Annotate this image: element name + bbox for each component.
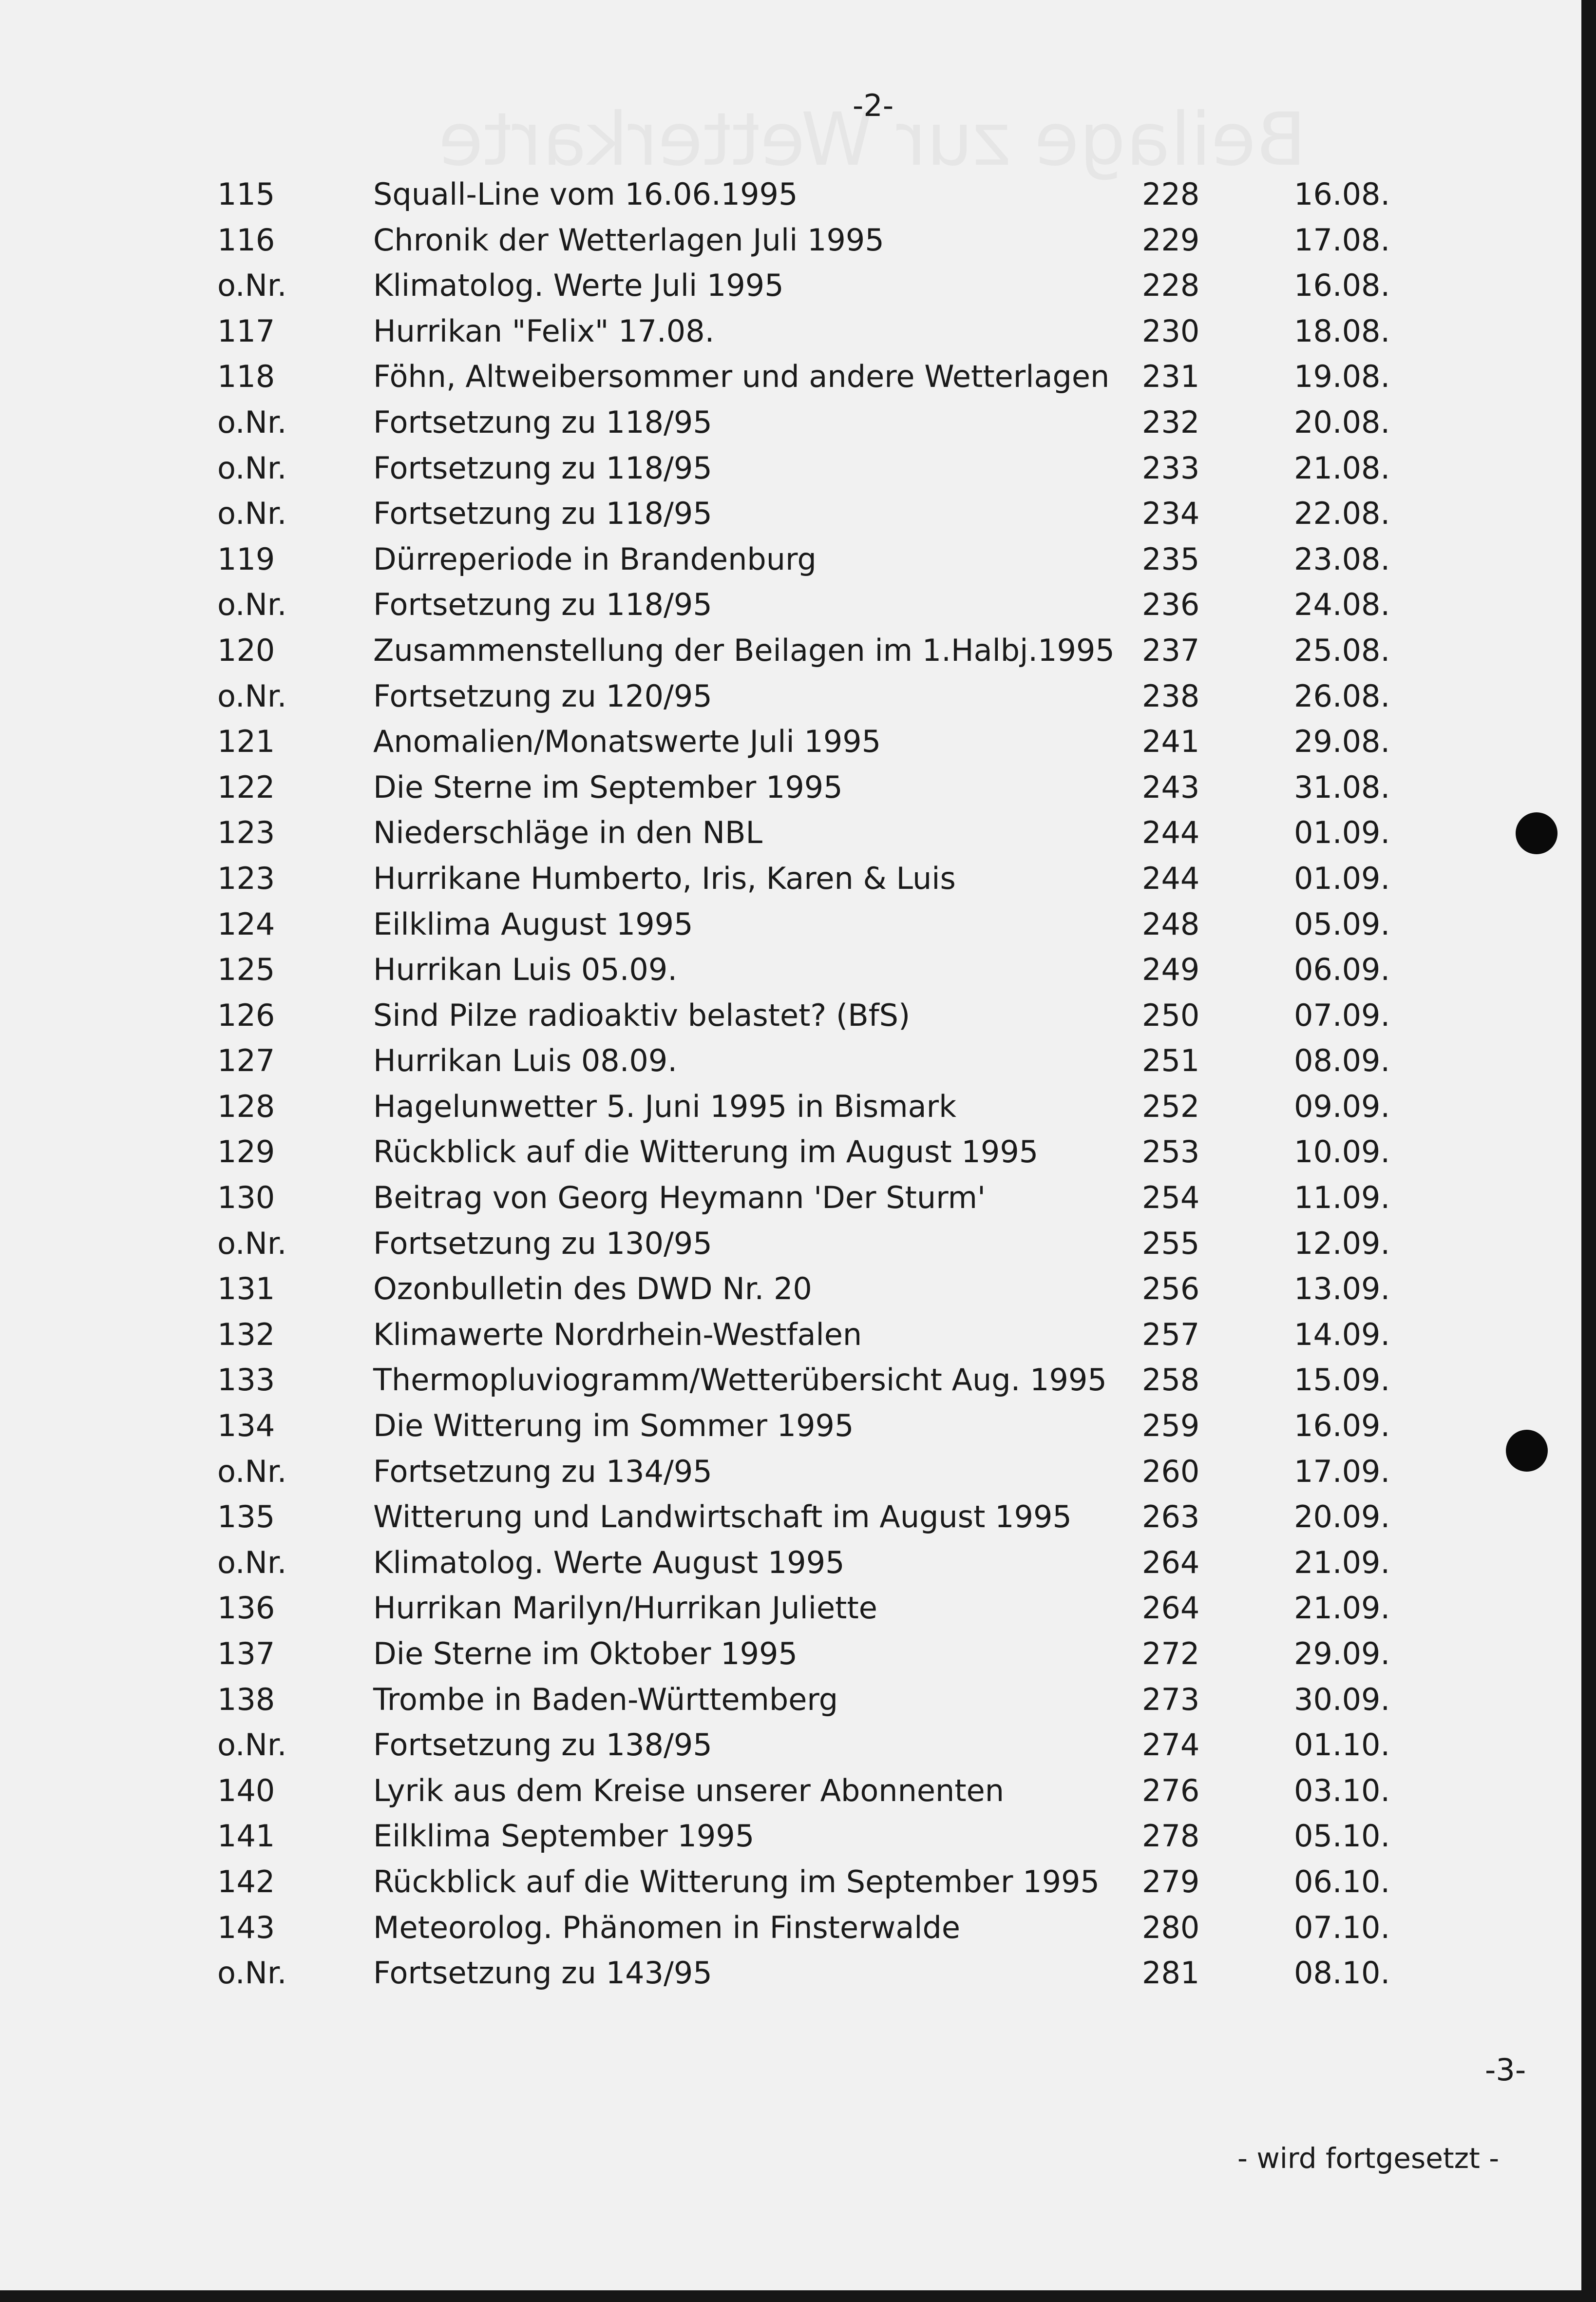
- entry-title: Sind Pilze radioaktiv belastet? (BfS): [373, 997, 911, 1033]
- entry-title: Eilklima September 1995: [373, 1818, 755, 1854]
- entry-number: 126: [217, 997, 275, 1033]
- entry-page: 231: [1142, 359, 1200, 395]
- entry-title: Die Sterne im September 1995: [373, 769, 843, 805]
- entry-title: Fortsetzung zu 120/95: [373, 678, 712, 714]
- entry-title: Fortsetzung zu 118/95: [373, 404, 712, 440]
- list-row: [0, 810, 1581, 856]
- entry-number: 128: [217, 1088, 275, 1124]
- entry-date: 19.08.: [1294, 359, 1390, 395]
- entry-date: 15.09.: [1294, 1362, 1390, 1398]
- entry-title: Lyrik aus dem Kreise unserer Abonnenten: [373, 1772, 1005, 1808]
- list-row: [0, 1585, 1581, 1631]
- entry-date: 21.09.: [1294, 1544, 1390, 1580]
- list-row: [0, 1950, 1581, 1996]
- list-row: [0, 1813, 1581, 1859]
- entry-title: Witterung und Landwirtschaft im August 1995: [373, 1499, 1072, 1535]
- entry-date: 26.08.: [1294, 678, 1390, 714]
- entry-number: o.Nr.: [217, 268, 287, 304]
- entry-title: Hurrikan Luis 08.09.: [373, 1043, 678, 1079]
- entry-number: 133: [217, 1362, 275, 1398]
- entry-date: 29.09.: [1294, 1636, 1390, 1671]
- entry-title: Dürreperiode in Brandenburg: [373, 541, 817, 577]
- entry-page: 274: [1142, 1727, 1200, 1763]
- entry-number: 118: [217, 359, 275, 395]
- list-row: [0, 1859, 1581, 1905]
- continued-note: - wird fortgesetzt -: [1237, 2142, 1500, 2175]
- entry-number: 129: [217, 1134, 275, 1170]
- entry-page: 243: [1142, 769, 1200, 805]
- entry-date: 05.09.: [1294, 906, 1390, 942]
- entry-date: 03.10.: [1294, 1772, 1390, 1808]
- entry-date: 10.09.: [1294, 1134, 1390, 1170]
- entry-title: Trombe in Baden-Württemberg: [373, 1681, 838, 1717]
- list-row: [0, 902, 1581, 947]
- entry-date: 13.09.: [1294, 1271, 1390, 1307]
- entry-page: 241: [1142, 724, 1200, 760]
- entry-number: 122: [217, 769, 275, 805]
- entry-page: 260: [1142, 1453, 1200, 1489]
- entry-title: Rückblick auf die Witterung im August 1995: [373, 1134, 1039, 1170]
- entry-number: 131: [217, 1271, 275, 1307]
- entry-number: o.Nr.: [217, 587, 287, 623]
- entry-title: Klimatolog. Werte August 1995: [373, 1544, 845, 1580]
- list-row: [0, 1722, 1581, 1768]
- list-row: [0, 263, 1581, 308]
- entry-title: Niederschläge in den NBL: [373, 815, 763, 851]
- entry-page: 236: [1142, 587, 1200, 623]
- entry-title: Fortsetzung zu 134/95: [373, 1453, 712, 1489]
- list-row: [0, 1357, 1581, 1403]
- entry-date: 22.08.: [1294, 496, 1390, 532]
- list-row: [0, 400, 1581, 445]
- entry-date: 24.08.: [1294, 587, 1390, 623]
- entry-number: o.Nr.: [217, 678, 287, 714]
- list-row: [0, 354, 1581, 400]
- entry-number: 141: [217, 1818, 275, 1854]
- entry-number: 125: [217, 952, 275, 988]
- entry-number: 117: [217, 313, 275, 349]
- entry-number: 127: [217, 1043, 275, 1079]
- entry-number: 135: [217, 1499, 275, 1535]
- entry-title: Die Sterne im Oktober 1995: [373, 1636, 798, 1671]
- entry-date: 01.10.: [1294, 1727, 1390, 1763]
- entry-title: Hurrikan Luis 05.09.: [373, 952, 678, 988]
- list-row: [0, 1221, 1581, 1266]
- entry-date: 11.09.: [1294, 1180, 1390, 1216]
- entry-number: o.Nr.: [217, 1544, 287, 1580]
- entry-date: 30.09.: [1294, 1681, 1390, 1717]
- entry-page: 228: [1142, 176, 1200, 212]
- entry-page: 278: [1142, 1818, 1200, 1854]
- list-row: [0, 856, 1581, 902]
- entry-page: 232: [1142, 404, 1200, 440]
- entry-page: 228: [1142, 268, 1200, 304]
- entry-number: 115: [217, 176, 275, 212]
- entry-number: o.Nr.: [217, 450, 287, 486]
- entry-page: 230: [1142, 313, 1200, 349]
- list-row: [0, 1677, 1581, 1723]
- entry-title: Fortsetzung zu 118/95: [373, 587, 712, 623]
- list-row: [0, 308, 1581, 354]
- list-row: [0, 1905, 1581, 1951]
- entry-number: 137: [217, 1636, 275, 1671]
- entry-page: 279: [1142, 1863, 1200, 1899]
- list-row: [0, 1494, 1581, 1540]
- entry-title: Klimawerte Nordrhein-Westfalen: [373, 1316, 862, 1352]
- entry-number: 136: [217, 1590, 275, 1626]
- entry-date: 12.09.: [1294, 1225, 1390, 1261]
- list-row: [0, 1449, 1581, 1495]
- entry-page: 244: [1142, 860, 1200, 896]
- next-page-number: -3-: [1485, 2052, 1526, 2088]
- entry-title: Beitrag von Georg Heymann 'Der Sturm': [373, 1180, 986, 1216]
- entry-title: Hurrikan "Felix" 17.08.: [373, 313, 715, 349]
- entry-date: 01.09.: [1294, 860, 1390, 896]
- entry-title: Fortsetzung zu 118/95: [373, 450, 712, 486]
- entry-page: 229: [1142, 222, 1200, 258]
- entry-title: Föhn, Altweibersommer und andere Wetterlagen: [373, 359, 1110, 395]
- list-row: [0, 1175, 1581, 1221]
- entry-number: 132: [217, 1316, 275, 1352]
- entry-page: 264: [1142, 1544, 1200, 1580]
- list-row: [0, 537, 1581, 582]
- list-row: [0, 673, 1581, 719]
- list-row: [0, 491, 1581, 537]
- entry-number: 121: [217, 724, 275, 760]
- entry-page: 254: [1142, 1180, 1200, 1216]
- entry-date: 18.08.: [1294, 313, 1390, 349]
- entry-title: Fortsetzung zu 118/95: [373, 496, 712, 532]
- list-row: [0, 582, 1581, 628]
- entry-page: 249: [1142, 952, 1200, 988]
- entry-number: 138: [217, 1681, 275, 1717]
- entry-number: 142: [217, 1863, 275, 1899]
- entry-number: o.Nr.: [217, 1727, 287, 1763]
- entry-date: 29.08.: [1294, 724, 1390, 760]
- entry-date: 08.10.: [1294, 1955, 1390, 1991]
- entry-number: 123: [217, 860, 275, 896]
- entry-page: 272: [1142, 1636, 1200, 1671]
- list-row: [0, 993, 1581, 1038]
- entry-date: 09.09.: [1294, 1088, 1390, 1124]
- entry-page: 276: [1142, 1772, 1200, 1808]
- list-row: [0, 1266, 1581, 1312]
- page-number: -2-: [853, 88, 894, 123]
- list-row: [0, 1084, 1581, 1130]
- entry-number: 116: [217, 222, 275, 258]
- entry-number: 119: [217, 541, 275, 577]
- entry-page: 250: [1142, 997, 1200, 1033]
- entry-date: 06.09.: [1294, 952, 1390, 988]
- entry-title: Die Witterung im Sommer 1995: [373, 1408, 854, 1444]
- list-row: [0, 1038, 1581, 1084]
- entry-date: 07.10.: [1294, 1909, 1390, 1945]
- entry-date: 16.09.: [1294, 1408, 1390, 1444]
- list-row: [0, 445, 1581, 491]
- entry-date: 06.10.: [1294, 1863, 1390, 1899]
- entry-number: 134: [217, 1408, 275, 1444]
- entry-date: 21.08.: [1294, 450, 1390, 486]
- entry-number: o.Nr.: [217, 404, 287, 440]
- entry-page: 280: [1142, 1909, 1200, 1945]
- entry-title: Klimatolog. Werte Juli 1995: [373, 268, 784, 304]
- supplement-list: [0, 172, 1581, 1996]
- entry-page: 253: [1142, 1134, 1200, 1170]
- entry-page: 258: [1142, 1362, 1200, 1398]
- entry-date: 16.08.: [1294, 176, 1390, 212]
- list-row: [0, 719, 1581, 765]
- list-row: [0, 1129, 1581, 1175]
- entry-page: 252: [1142, 1088, 1200, 1124]
- entry-date: 21.09.: [1294, 1590, 1390, 1626]
- entry-title: Ozonbulletin des DWD Nr. 20: [373, 1271, 812, 1307]
- entry-title: Hagelunwetter 5. Juni 1995 in Bismark: [373, 1088, 956, 1124]
- entry-page: 257: [1142, 1316, 1200, 1352]
- entry-title: Rückblick auf die Witterung im September 1995: [373, 1863, 1100, 1899]
- entry-number: 140: [217, 1772, 275, 1808]
- entry-title: Anomalien/Monatswerte Juli 1995: [373, 724, 881, 760]
- list-row: [0, 765, 1581, 810]
- entry-number: 130: [217, 1180, 275, 1216]
- entry-page: 263: [1142, 1499, 1200, 1535]
- entry-date: 23.08.: [1294, 541, 1390, 577]
- entry-page: 251: [1142, 1043, 1200, 1079]
- entry-title: Fortsetzung zu 130/95: [373, 1225, 712, 1261]
- entry-page: 237: [1142, 632, 1200, 668]
- entry-date: 17.09.: [1294, 1453, 1390, 1489]
- entry-number: 124: [217, 906, 275, 942]
- entry-number: o.Nr.: [217, 1453, 287, 1489]
- entry-date: 07.09.: [1294, 997, 1390, 1033]
- entry-title: Hurrikane Humberto, Iris, Karen & Luis: [373, 860, 956, 896]
- entry-date: 17.08.: [1294, 222, 1390, 258]
- entry-title: Chronik der Wetterlagen Juli 1995: [373, 222, 884, 258]
- entry-page: 235: [1142, 541, 1200, 577]
- entry-page: 273: [1142, 1681, 1200, 1717]
- entry-title: Hurrikan Marilyn/Hurrikan Juliette: [373, 1590, 877, 1626]
- entry-page: 238: [1142, 678, 1200, 714]
- entry-date: 20.08.: [1294, 404, 1390, 440]
- entry-page: 233: [1142, 450, 1200, 486]
- entry-title: Meteorolog. Phänomen in Finsterwalde: [373, 1909, 961, 1945]
- entry-number: 143: [217, 1909, 275, 1945]
- entry-title: Fortsetzung zu 138/95: [373, 1727, 712, 1763]
- entry-title: Thermopluviogramm/Wetterübersicht Aug. 1995: [373, 1362, 1107, 1398]
- entry-page: 281: [1142, 1955, 1200, 1991]
- punch-hole: [1516, 812, 1558, 854]
- entry-page: 244: [1142, 815, 1200, 851]
- list-row: [0, 628, 1581, 673]
- entry-title: Eilklima August 1995: [373, 906, 693, 942]
- list-row: [0, 1540, 1581, 1586]
- list-row: [0, 1312, 1581, 1358]
- list-row: [0, 1403, 1581, 1449]
- entry-date: 25.08.: [1294, 632, 1390, 668]
- entry-number: o.Nr.: [217, 496, 287, 532]
- entry-number: o.Nr.: [217, 1225, 287, 1261]
- entry-number: 123: [217, 815, 275, 851]
- entry-page: 256: [1142, 1271, 1200, 1307]
- list-row: [0, 1768, 1581, 1814]
- list-row: [0, 217, 1581, 263]
- entry-page: 234: [1142, 496, 1200, 532]
- entry-page: 248: [1142, 906, 1200, 942]
- entry-date: 14.09.: [1294, 1316, 1390, 1352]
- list-row: [0, 1631, 1581, 1677]
- entry-page: 264: [1142, 1590, 1200, 1626]
- entry-title: Squall-Line vom 16.06.1995: [373, 176, 798, 212]
- entry-page: 259: [1142, 1408, 1200, 1444]
- list-row: [0, 947, 1581, 993]
- entry-date: 20.09.: [1294, 1499, 1390, 1535]
- entry-number: 120: [217, 632, 275, 668]
- list-row: [0, 172, 1581, 217]
- entry-date: 08.09.: [1294, 1043, 1390, 1079]
- entry-title: Zusammenstellung der Beilagen im 1.Halbj.1995: [373, 632, 1115, 668]
- entry-title: Fortsetzung zu 143/95: [373, 1955, 712, 1991]
- entry-date: 31.08.: [1294, 769, 1390, 805]
- entry-date: 16.08.: [1294, 268, 1390, 304]
- entry-page: 255: [1142, 1225, 1200, 1261]
- entry-number: o.Nr.: [217, 1955, 287, 1991]
- punch-hole: [1506, 1430, 1548, 1472]
- entry-date: 01.09.: [1294, 815, 1390, 851]
- entry-date: 05.10.: [1294, 1818, 1390, 1854]
